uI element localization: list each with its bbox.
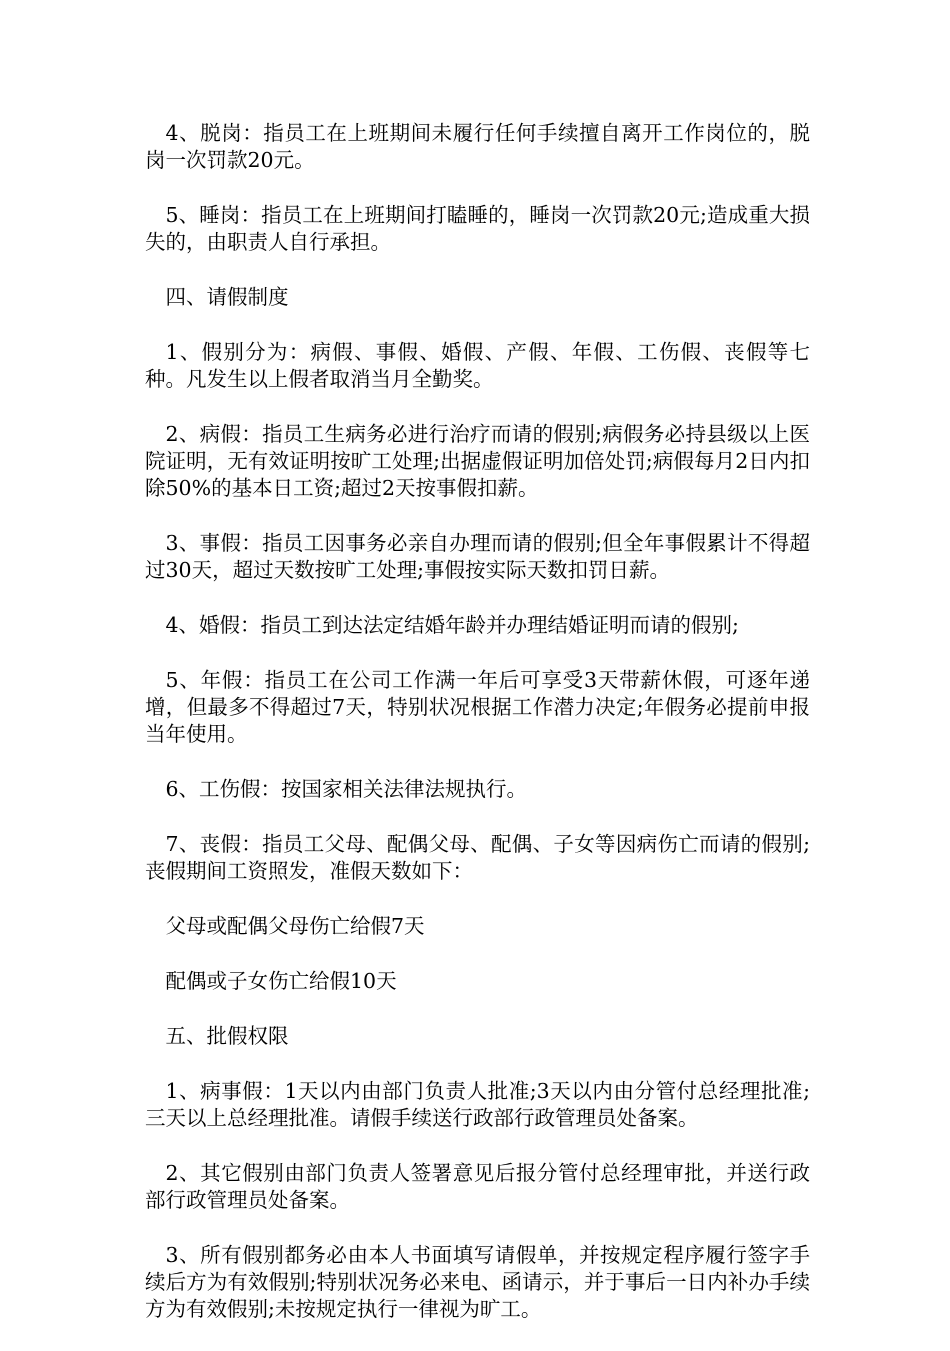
document-body [145, 120, 810, 1351]
paragraph-personal-leave: 3、事假：指员工因事务必亲自办理而请的假别;但全年事假累计不得超过30天，超过天数按旷工处理;事假按实际天数扣罚日薪。 [145, 531, 810, 582]
paragraph-other-leave-approval: 2、其它假别由部门负责人签署意见后报分管付总经理审批，并送行政部行政管理员处备案。 [145, 1161, 810, 1212]
section-heading-leave-system: 四、请假制度 [165, 285, 289, 309]
paragraph-absence-from-post: 4、脱岗：指员工在上班期间未履行任何手续擅自离开工作岗位的，脱岗一次罚款20元。 [145, 121, 810, 172]
paragraph-injury-leave: 6、工伤假：按国家相关法律法规执行。 [165, 777, 528, 801]
paragraph-marriage-leave: 4、婚假：指员工到达法定结婚年龄并办理结婚证明而请的假别; [165, 613, 739, 637]
section-heading-approval-authority: 五、批假权限 [165, 1024, 289, 1048]
paragraph-leave-types: 1、假别分为：病假、事假、婚假、产假、年假、工伤假、丧假等七种。凡发生以上假者取消当月全勤奖。 [145, 340, 810, 391]
paragraph-leave-procedure: 3、所有假别都务必由本人书面填写请假单，并按规定程序履行签字手续后方为有效假别;特别状况务必来电、函请示，并于事后一日内补办手续方为有效假别;未按规定执行一律视为旷工。 [145, 1243, 810, 1321]
paragraph-annual-leave: 5、年假：指员工在公司工作满一年后可享受3天带薪休假，可逐年递增，但最多不得超过7天，特别状况根据工作潜力决定;年假务必提前申报当年使用。 [145, 668, 810, 746]
paragraph-sick-leave: 2、病假：指员工生病务必进行治疗而请的假别;病假务必持县级以上医院证明，无有效证明按旷工处理;出据虚假证明加倍处罚;病假每月2日内扣除50%的基本日工资;超过2天按事假扣薪。 [145, 422, 810, 500]
paragraph-bereavement-leave: 7、丧假：指员工父母、配偶父母、配偶、子女等因病伤亡而请的假别;丧假期间工资照发，准假天数如下： [145, 832, 810, 883]
paragraph-bereavement-spouse-children: 配偶或子女伤亡给假10天 [165, 969, 397, 993]
paragraph-sleeping-on-duty: 5、睡岗：指员工在上班期间打瞌睡的，睡岗一次罚款20元;造成重大损失的，由职责人自行承担。 [145, 203, 810, 254]
paragraph-bereavement-parents: 父母或配偶父母伤亡给假7天 [165, 914, 425, 938]
paragraph-sick-personal-approval: 1、病事假：1天以内由部门负责人批准;3天以内由分管付总经理批准;三天以上总经理批准。请假手续送行政部行政管理员处备案。 [145, 1079, 810, 1130]
